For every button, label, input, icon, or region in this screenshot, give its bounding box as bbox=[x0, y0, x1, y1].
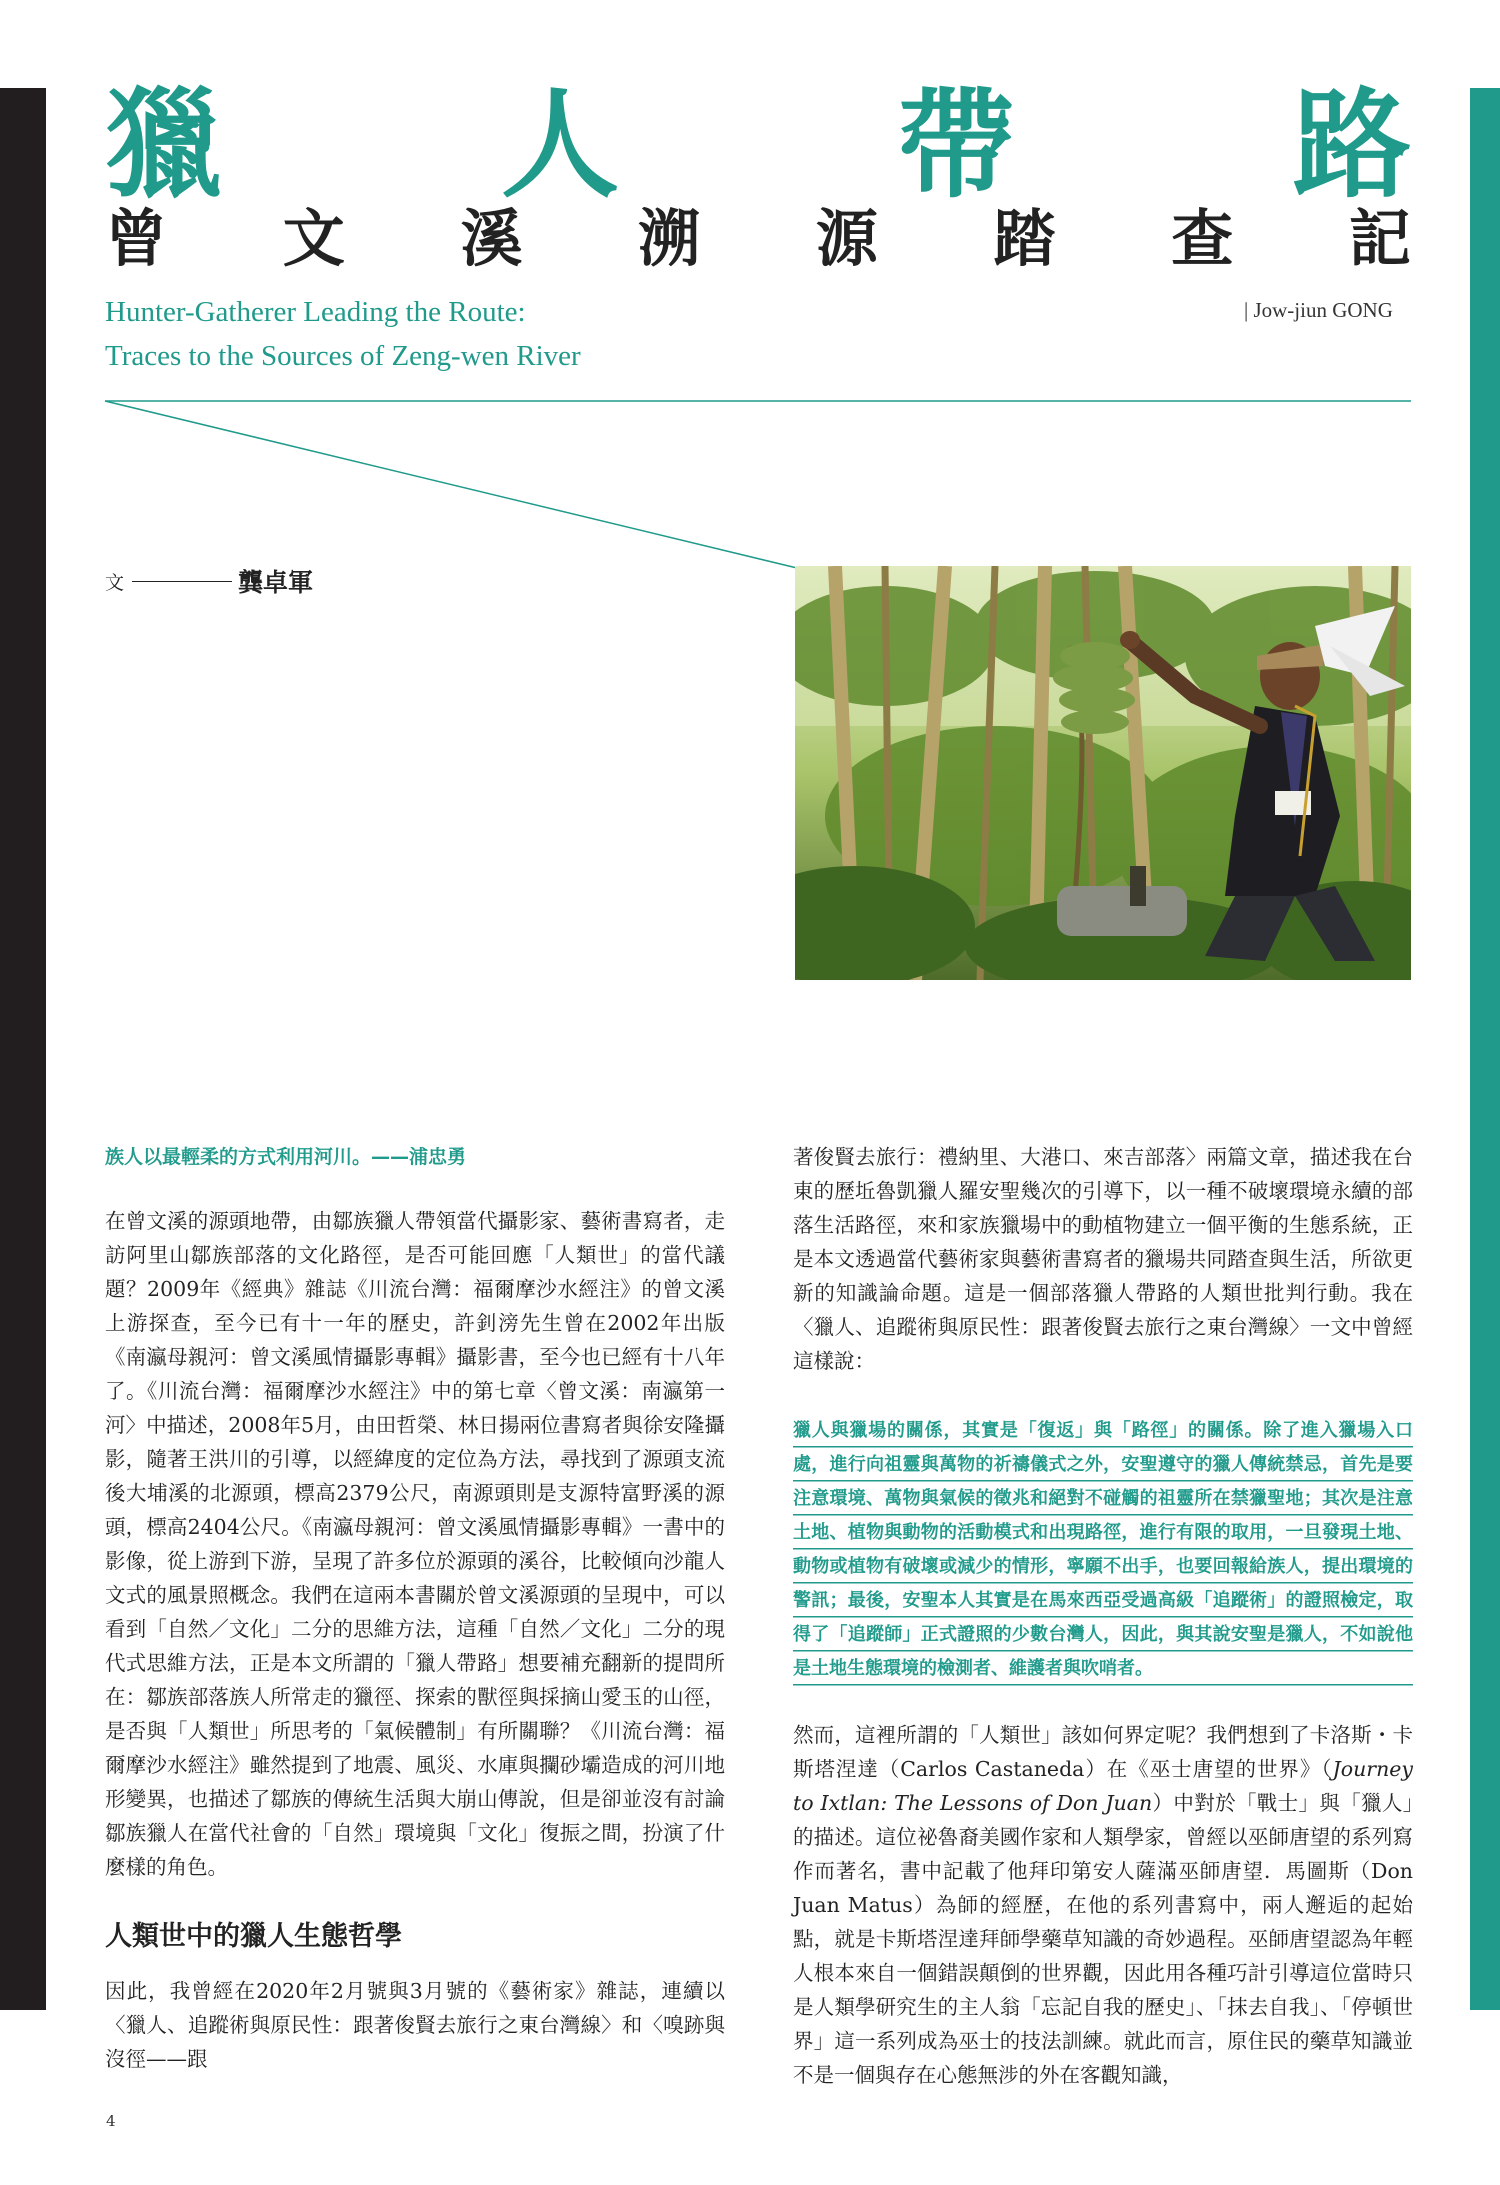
subtitle-char: 源 bbox=[815, 202, 878, 275]
body-paragraph bbox=[793, 1718, 1413, 2092]
body-paragraph: 在曾文溪的源頭地帶，由鄒族獵人帶領當代攝影家、藝術書寫者，走訪阿里山鄒族部落的文化路徑，是否可能回應「人類世」的當代議題？2009年《經典》雜誌《川流台灣：福爾摩沙水經注》的曾文溪上游探查，至今已有十一年的歷史，許釗滂先生曾在2002年出版《南瀛母親河：曾文溪風情攝影專輯》攝影書，至今也已經有十八年了。《川流台灣：福爾摩沙水經注》中的第七章〈曾文溪：南瀛第一河〉中描述，2008年5月，由田哲榮、林日揚兩位書寫者與徐安隆攝影，隨著王洪川的引導，以經緯度的定位為方法，尋找到了源頭支流後大埔溪的北源頭，標高2379公尺，南源頭則是支源特富野溪的源頭，標高2404公尺。《南瀛母親河：曾文溪風情攝影專輯》一書中的影像，從上游到下游，呈現了許多位於源頭的溪谷，比較傾向沙龍人文式的風景照概念。我們在這兩本書關於曾文溪源頭的呈現中，可以看到「自然／文化」二分的思維方法，這種「自然／文化」二分的現代式思維方法，正是本文所謂的「獵人帶路」想要補充翻新的提問所在：鄒族部落族人所常走的獵徑、探索的獸徑與採摘山愛玉的山徑，是否與「人類世」所思考的「氣候體制」有所關聯？《川流台灣：福爾摩沙水經注》雖然提到了地震、風災、水庫與攔砂壩造成的河川地形變異，也描述了鄒族的傳統生活與大崩山傳說，但是卻並沒有討論鄒族獵人在當代社會的「自然」環境與「文化」復振之間，扮演了什麼樣的角色。 bbox=[105, 1209, 725, 1879]
body-paragraph: 著俊賢去旅行：禮納里、大港口、來吉部落〉兩篇文章，描述我在台東的歷坵魯凱獵人羅安聖幾次的引導下，以一種不破壞環境永續的部落生活路徑，來和家族獵場中的動植物建立一個平衡的生態系統，正是本文透過當代藝術家與藝術書寫者的獵場共同踏查與生活，所欲更新的知識論命題。這是一個部落獵人帶路的人類世批判行動。我在〈獵人、追蹤術與原民性：跟著俊賢去旅行之東台灣線〉一文中曾經這樣說： bbox=[793, 1145, 1413, 1373]
title-char: 人 bbox=[500, 75, 619, 214]
english-title-line1: Hunter-Gatherer Leading the Route: bbox=[105, 296, 526, 328]
subtitle-char: 查 bbox=[1171, 202, 1234, 275]
subtitle-char: 踏 bbox=[993, 202, 1056, 275]
byline bbox=[105, 563, 313, 599]
epigraph-quote: 族人以最輕柔的方式利用河川。——浦忠勇 bbox=[105, 1146, 467, 1168]
title-char: 獵 bbox=[105, 75, 224, 214]
english-title-line2: Traces to the Sources of Zeng-wen River bbox=[105, 340, 581, 372]
subtitle-char: 曾 bbox=[105, 202, 168, 275]
block-quote: 獵人與獵場的關係，其實是「復返」與「路徑」的關係。除了進入獵場入口處，進行向祖靈與萬物的祈禱儀式之外，安聖遵守的獵人傳統禁忌，首先是要注意環境、萬物與氣候的徵兆和絕對不碰觸的祖靈所在禁獵聖地；其次是注意土地、植物與動物的活動模式和出現路徑，進行有限的取用，一旦發現土地、動物或植物有破壞或減少的情形，寧願不出手，也要回報給族人，提出環境的警訊；最後，安聖本人其實是在馬來西亞受過高級「追蹤術」的證照檢定，取得了「追蹤師」正式證照的少數台灣人，因此，與其說安聖是獵人，不如說他是土地生態環境的檢測者、維護者與吹哨者。 bbox=[793, 1414, 1413, 1686]
section-heading: 人類世中的獵人生態哲學 bbox=[105, 1921, 402, 1952]
book-title-italic: Journey to Ixtlan: The Lessons of Don Juan bbox=[793, 1757, 1413, 1815]
hunter-photo bbox=[795, 566, 1411, 980]
byline-dash bbox=[132, 581, 232, 582]
text-run: ）中對於「戰士」與「獵人」的描述。這位祕魯裔美國作家和人類學家，曾經以巫師唐望的系列寫作而著名，書中記載了他拜印第安人薩滿巫師唐望．馬圖斯（Don Juan Matus）為師的經歷，在他的系列書寫中，兩人邂逅的起始點，就是卡斯塔涅達拜師學藥草知識的奇妙過程。巫師唐望認為年輕人根本來自一個錯誤顛倒的世界觀，因此用各種巧計引導這位當時只是人類學研究生的主人翁「忘記自我的歷史」、「抹去自我」、「停頓世界」這一系列成為巫士的技法訓練。就此而言，原住民的藥草知識並不是一個與存在心態無涉的外在客觀知識， bbox=[793, 1791, 1413, 2087]
subtitle-char: 文 bbox=[282, 202, 345, 275]
body-column-right bbox=[793, 1140, 1413, 2092]
bamboo-forest-image bbox=[795, 566, 1411, 980]
subtitle-char: 記 bbox=[1348, 202, 1411, 275]
diagonal-rule bbox=[105, 401, 797, 568]
text-run: 然而，這裡所謂的「人類世」該如何界定呢？我們想到了卡洛斯・卡斯塔涅達（Carlos Castaneda）在《巫士唐望的世界》（ bbox=[793, 1723, 1413, 1781]
title-char: 帶 bbox=[896, 75, 1015, 214]
body-column-left bbox=[105, 1140, 725, 2076]
page-number: 4 bbox=[106, 2112, 116, 2130]
title-char: 路 bbox=[1292, 75, 1411, 214]
body-paragraph: 因此，我曾經在2020年2月號與3月號的《藝術家》雜誌，連續以〈獵人、追蹤術與原民性：跟著俊賢去旅行之東台灣線〉和〈嗅跡與沒徑——跟 bbox=[105, 1979, 725, 2071]
byline-author: 龔卓軍 bbox=[238, 568, 314, 597]
byline-label: 文 bbox=[105, 571, 125, 594]
decorative-lines bbox=[0, 0, 1500, 600]
subtitle-char: 溪 bbox=[460, 202, 523, 275]
subtitle-char: 溯 bbox=[638, 202, 701, 275]
english-author: | Jow-jiun GONG bbox=[1244, 298, 1393, 322]
